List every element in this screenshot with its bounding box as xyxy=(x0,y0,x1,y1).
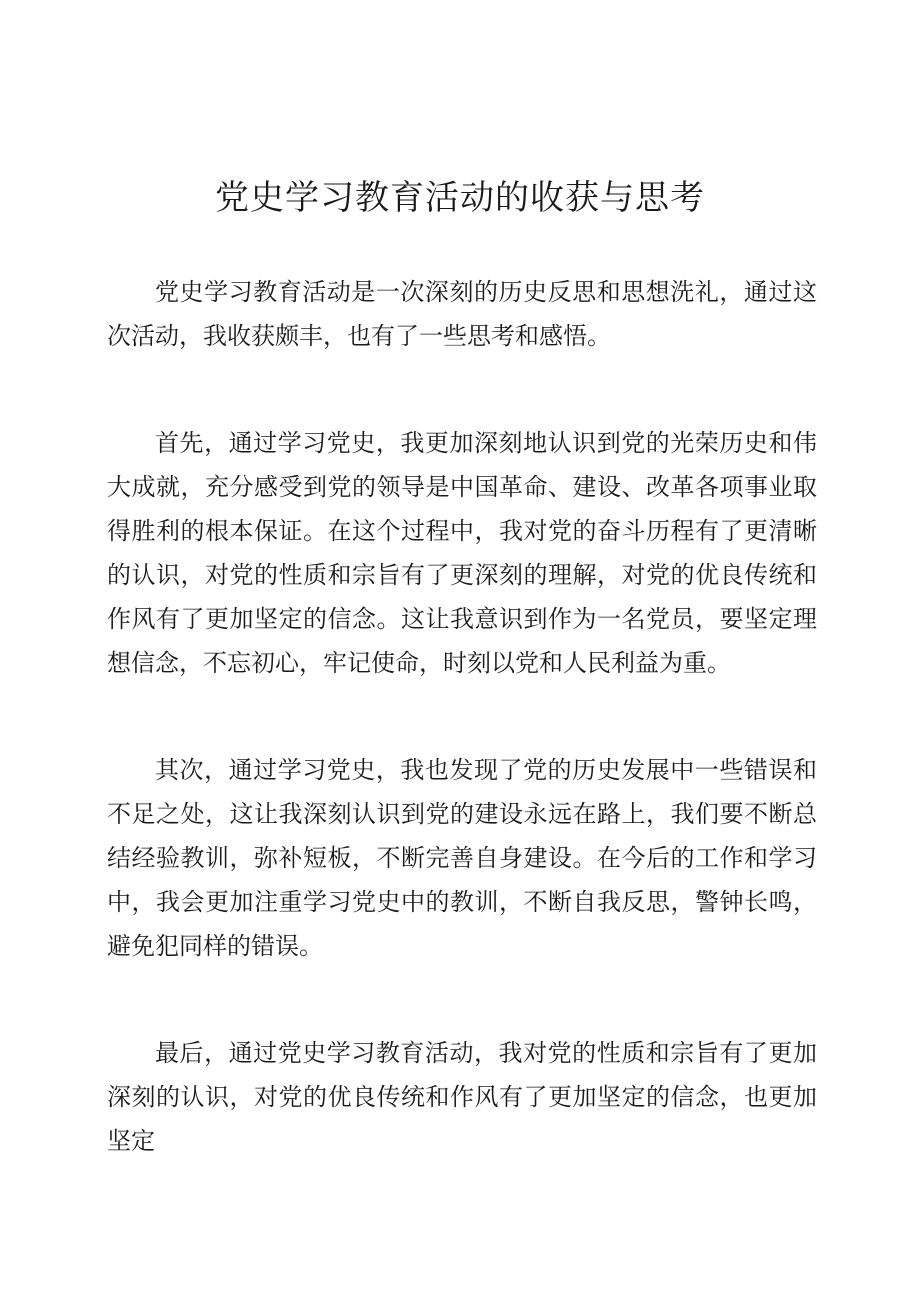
paragraph-second: 其次，通过学习党史，我也发现了党的历史发展中一些错误和不足之处，这让我深刻认识到党的建设永远在路上，我们要不断总结经验教训，弥补短板，不断完善自身建设。在今后的工作和学习中，我会更加注重学习党史中的教训，不断自我反思，警钟长鸣，避免犯同样的错误。 xyxy=(107,756,817,960)
paragraph-intro: 党史学习教育活动是一次深刻的历史反思和思想洗礼，通过这次活动，我收获颇丰，也有了一些思考和感悟。 xyxy=(107,278,817,350)
paragraph-first: 首先，通过学习党史，我更加深刻地认识到党的光荣历史和伟大成就，充分感受到党的领导是中国革命、建设、改革各项事业取得胜利的根本保证。在这个过程中，我对党的奋斗历程有了更清晰的认识，对党的性质和宗旨有了更深刻的理解，对党的优良传统和作风有了更加坚定的信念。这让我意识到作为一名党员，要坚定理想信念，不忘初心，牢记使命，时刻以党和人民利益为重。 xyxy=(107,429,817,677)
document-title: 党史学习教育活动的收获与思考 xyxy=(215,178,705,218)
document-body xyxy=(107,270,817,1226)
paragraph-last: 最后，通过党史学习教育活动，我对党的性质和宗旨有了更加深刻的认识，对党的优良传统和作风有了更加坚定的信念，也更加坚定 xyxy=(107,1039,817,1155)
